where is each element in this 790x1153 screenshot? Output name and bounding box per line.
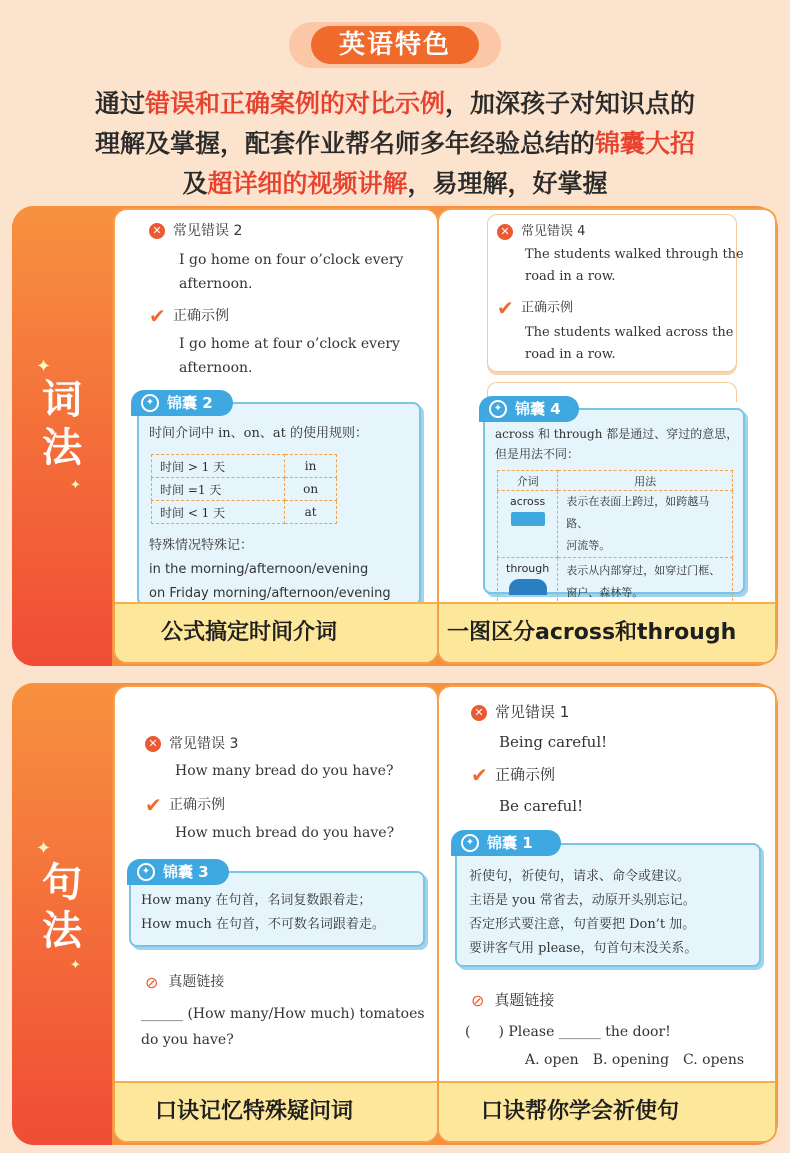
example-line: I go home at four o’clock every (179, 336, 400, 352)
section-label (42, 859, 82, 955)
check-icon: ✔ (145, 793, 162, 817)
correct-tag (145, 793, 225, 817)
exam-question: ( ) Please ______ the door! (465, 1024, 671, 1040)
tip-box (483, 408, 745, 599)
exam-question (141, 1001, 425, 1053)
table-cell (558, 491, 733, 558)
intro-text-seg: 理解及掌握，配套作业帮名师多年经验总结的 (94, 129, 595, 158)
special-title: 特殊情况特殊记： (149, 538, 254, 553)
intro-highlight: 锦囊大招 (595, 129, 696, 158)
error-example (525, 244, 744, 288)
tip-text (141, 889, 385, 937)
error-tag (149, 220, 242, 240)
table-cell: 时间 > 1 天 (152, 455, 285, 478)
correct-tag (149, 304, 229, 328)
error-tag-label: 常见错误 4 (521, 224, 586, 239)
table-header-row (498, 471, 733, 491)
tip-header (127, 859, 229, 885)
check-icon: ✔ (497, 296, 514, 320)
table-cell: 时间 =1 天 (152, 478, 285, 501)
section-label-char: 法 (42, 908, 82, 954)
correct-tag-label: 正确示例 (521, 300, 574, 316)
intro-text-seg: 通过 (94, 89, 145, 118)
question-line: ______ (How many/How much) tomatoes (141, 1006, 425, 1022)
intro-line-2 (40, 124, 750, 164)
error-example: How many bread do you have? (175, 763, 394, 779)
error-tag-label: 常见错误 2 (173, 223, 243, 239)
tip-line: How much 在句首，不可数名词跟着走。 (141, 917, 385, 932)
example-line: I go home on four o’clock every (179, 252, 404, 268)
example-line: road in a row. (525, 269, 616, 284)
table-cell: on (285, 478, 337, 501)
panel-footer-caption: 口诀帮你学会祈使句 (439, 1081, 775, 1141)
example-line: The students walked through the (525, 247, 744, 262)
medal-icon: ✦ (141, 394, 159, 412)
error-example: Being careful! (499, 733, 608, 751)
tip-title: 锦囊 1 (487, 834, 533, 852)
error-example (179, 248, 403, 296)
correct-tag-label: 正确示例 (173, 308, 229, 324)
check-icon: ✔ (149, 304, 166, 328)
intro-text-seg: ，易理解，好掌握 (407, 169, 608, 198)
section-label-char: 句 (42, 860, 82, 906)
prep-word: across (509, 495, 546, 508)
panel-jufa-left (113, 685, 439, 1143)
correct-example (525, 322, 733, 366)
tip-line: 否定形式要注意，句首要把 Don’t 加。 (469, 917, 696, 932)
tip-title: 锦囊 2 (167, 394, 213, 412)
table-cell: in (285, 455, 337, 478)
table-row (498, 491, 733, 558)
link-tag (471, 989, 554, 1010)
usage-line: 表示在表面上跨过，如跨越马路、 (566, 495, 710, 530)
intro-line-1 (40, 84, 750, 124)
section-label-char: 法 (42, 425, 82, 471)
tip-title: 锦囊 3 (163, 863, 209, 881)
correct-example (179, 332, 400, 380)
correct-tag (497, 296, 573, 320)
special-line: in the morning/afternoon/evening (149, 562, 369, 577)
section-jufa (12, 683, 778, 1145)
table-cell: at (285, 501, 337, 524)
error-x-icon: ✕ (497, 224, 513, 240)
error-tag-label: 常见错误 1 (495, 703, 570, 721)
table-row (498, 558, 733, 606)
table-row (152, 501, 337, 524)
intro-highlight: 超详细的视频讲解 (207, 169, 408, 198)
correct-tag-label: 正确示例 (169, 797, 225, 813)
paperclip-icon: ⊘ (471, 991, 485, 1010)
sparkle-icon: ✦ (36, 356, 52, 377)
tip-text (469, 865, 697, 961)
correct-example: How much bread do you have? (175, 825, 395, 841)
correct-example: Be careful! (499, 797, 584, 815)
medal-icon: ✦ (461, 834, 479, 852)
table-row (152, 478, 337, 501)
link-tag-label: 真题链接 (494, 991, 555, 1009)
table-row (152, 455, 337, 478)
error-x-icon: ✕ (471, 705, 487, 721)
tip-box (137, 402, 421, 606)
error-x-icon: ✕ (145, 736, 161, 752)
error-tag (497, 220, 585, 240)
tip-box (455, 843, 761, 967)
table-cell (498, 491, 558, 558)
check-icon: ✔ (471, 763, 488, 787)
example-line: afternoon. (179, 276, 253, 292)
link-tag-label: 真题链接 (168, 974, 225, 990)
tip-line: 主语是 you 常省去，动原开头别忘记。 (469, 893, 696, 908)
tip-line: 要讲客气用 please，句首句末没关系。 (469, 941, 698, 956)
intro-text-seg: 及 (182, 169, 208, 198)
through-illustration (509, 579, 547, 595)
intro-highlight: 错误和正确案例的对比示例 (144, 89, 445, 118)
table-header-cell: 介词 (498, 471, 558, 491)
tip-header (131, 390, 233, 416)
question-line: do you have? (141, 1032, 234, 1048)
intro-line-3 (40, 164, 750, 204)
tip-intro (495, 424, 738, 464)
special-notes (149, 534, 391, 606)
table-cell (498, 558, 558, 606)
error-tag-label: 常见错误 3 (169, 736, 239, 752)
table-cell (558, 558, 733, 606)
panel-jufa-right (437, 685, 777, 1143)
section-label-char: 词 (42, 377, 82, 423)
tip-line: How many 在句首，名词复数跟着走； (141, 893, 372, 908)
page-title: 英语特色 (311, 26, 479, 64)
usage-line: 河流等。 (566, 539, 611, 552)
tip-title: 锦囊 4 (515, 400, 561, 418)
usage-line: 窗户、森林等。 (566, 585, 644, 599)
error-x-icon: ✕ (149, 223, 165, 239)
answer-options: A. open B. opening C. opens (525, 1052, 745, 1068)
sparkle-icon: ✦ (36, 838, 52, 859)
title-pill (289, 22, 501, 68)
tip-line: 但是用法不同： (495, 447, 580, 461)
correct-tag (471, 763, 555, 787)
tip-intro: 时间介词中 in、on、at 的使用规则： (149, 426, 368, 441)
sparkle-icon: ✦ (70, 958, 81, 973)
intro-text-seg: ，加深孩子对知识点的 (445, 89, 696, 118)
panel-cifa-left (113, 208, 439, 664)
link-tag (145, 971, 224, 992)
special-line: on Friday morning/afternoon/evening (149, 586, 391, 601)
table-cell: 时间 < 1 天 (152, 501, 285, 524)
medal-icon: ✦ (137, 863, 155, 881)
prep-word: through (506, 562, 550, 575)
section-label (42, 376, 82, 472)
usage-line: 表示从内部穿过，如穿过门框、 (566, 563, 721, 577)
panel-cifa-right (437, 208, 777, 664)
tip-line: across 和 through 都是通过、穿过的意思， (495, 427, 739, 441)
tip-header (479, 396, 579, 422)
example-line: road in a row. (525, 347, 616, 362)
example-line: afternoon. (179, 360, 253, 376)
panel-footer-caption: 一图区分across和through (439, 602, 775, 662)
error-tag (471, 701, 569, 722)
correct-tag-label: 正确示例 (495, 765, 556, 784)
usage-table (497, 470, 733, 606)
panel-footer-caption: 公式搞定时间介词 (115, 602, 437, 662)
intro-text (40, 84, 750, 204)
sparkle-icon: ✦ (70, 478, 81, 493)
section-cifa (12, 206, 778, 666)
paperclip-icon: ⊘ (145, 972, 159, 992)
tip-header (451, 830, 561, 856)
medal-icon: ✦ (489, 400, 507, 418)
example-line: The students walked across the (525, 325, 734, 340)
error-tag (145, 733, 238, 753)
time-prep-table (151, 454, 337, 524)
tip-line: 祈使句，祈使句，请求、命令或建议。 (469, 869, 691, 884)
panel-footer-caption: 口诀记忆特殊疑问词 (115, 1081, 437, 1141)
table-header-cell: 用法 (558, 471, 733, 491)
across-illustration (511, 512, 545, 526)
